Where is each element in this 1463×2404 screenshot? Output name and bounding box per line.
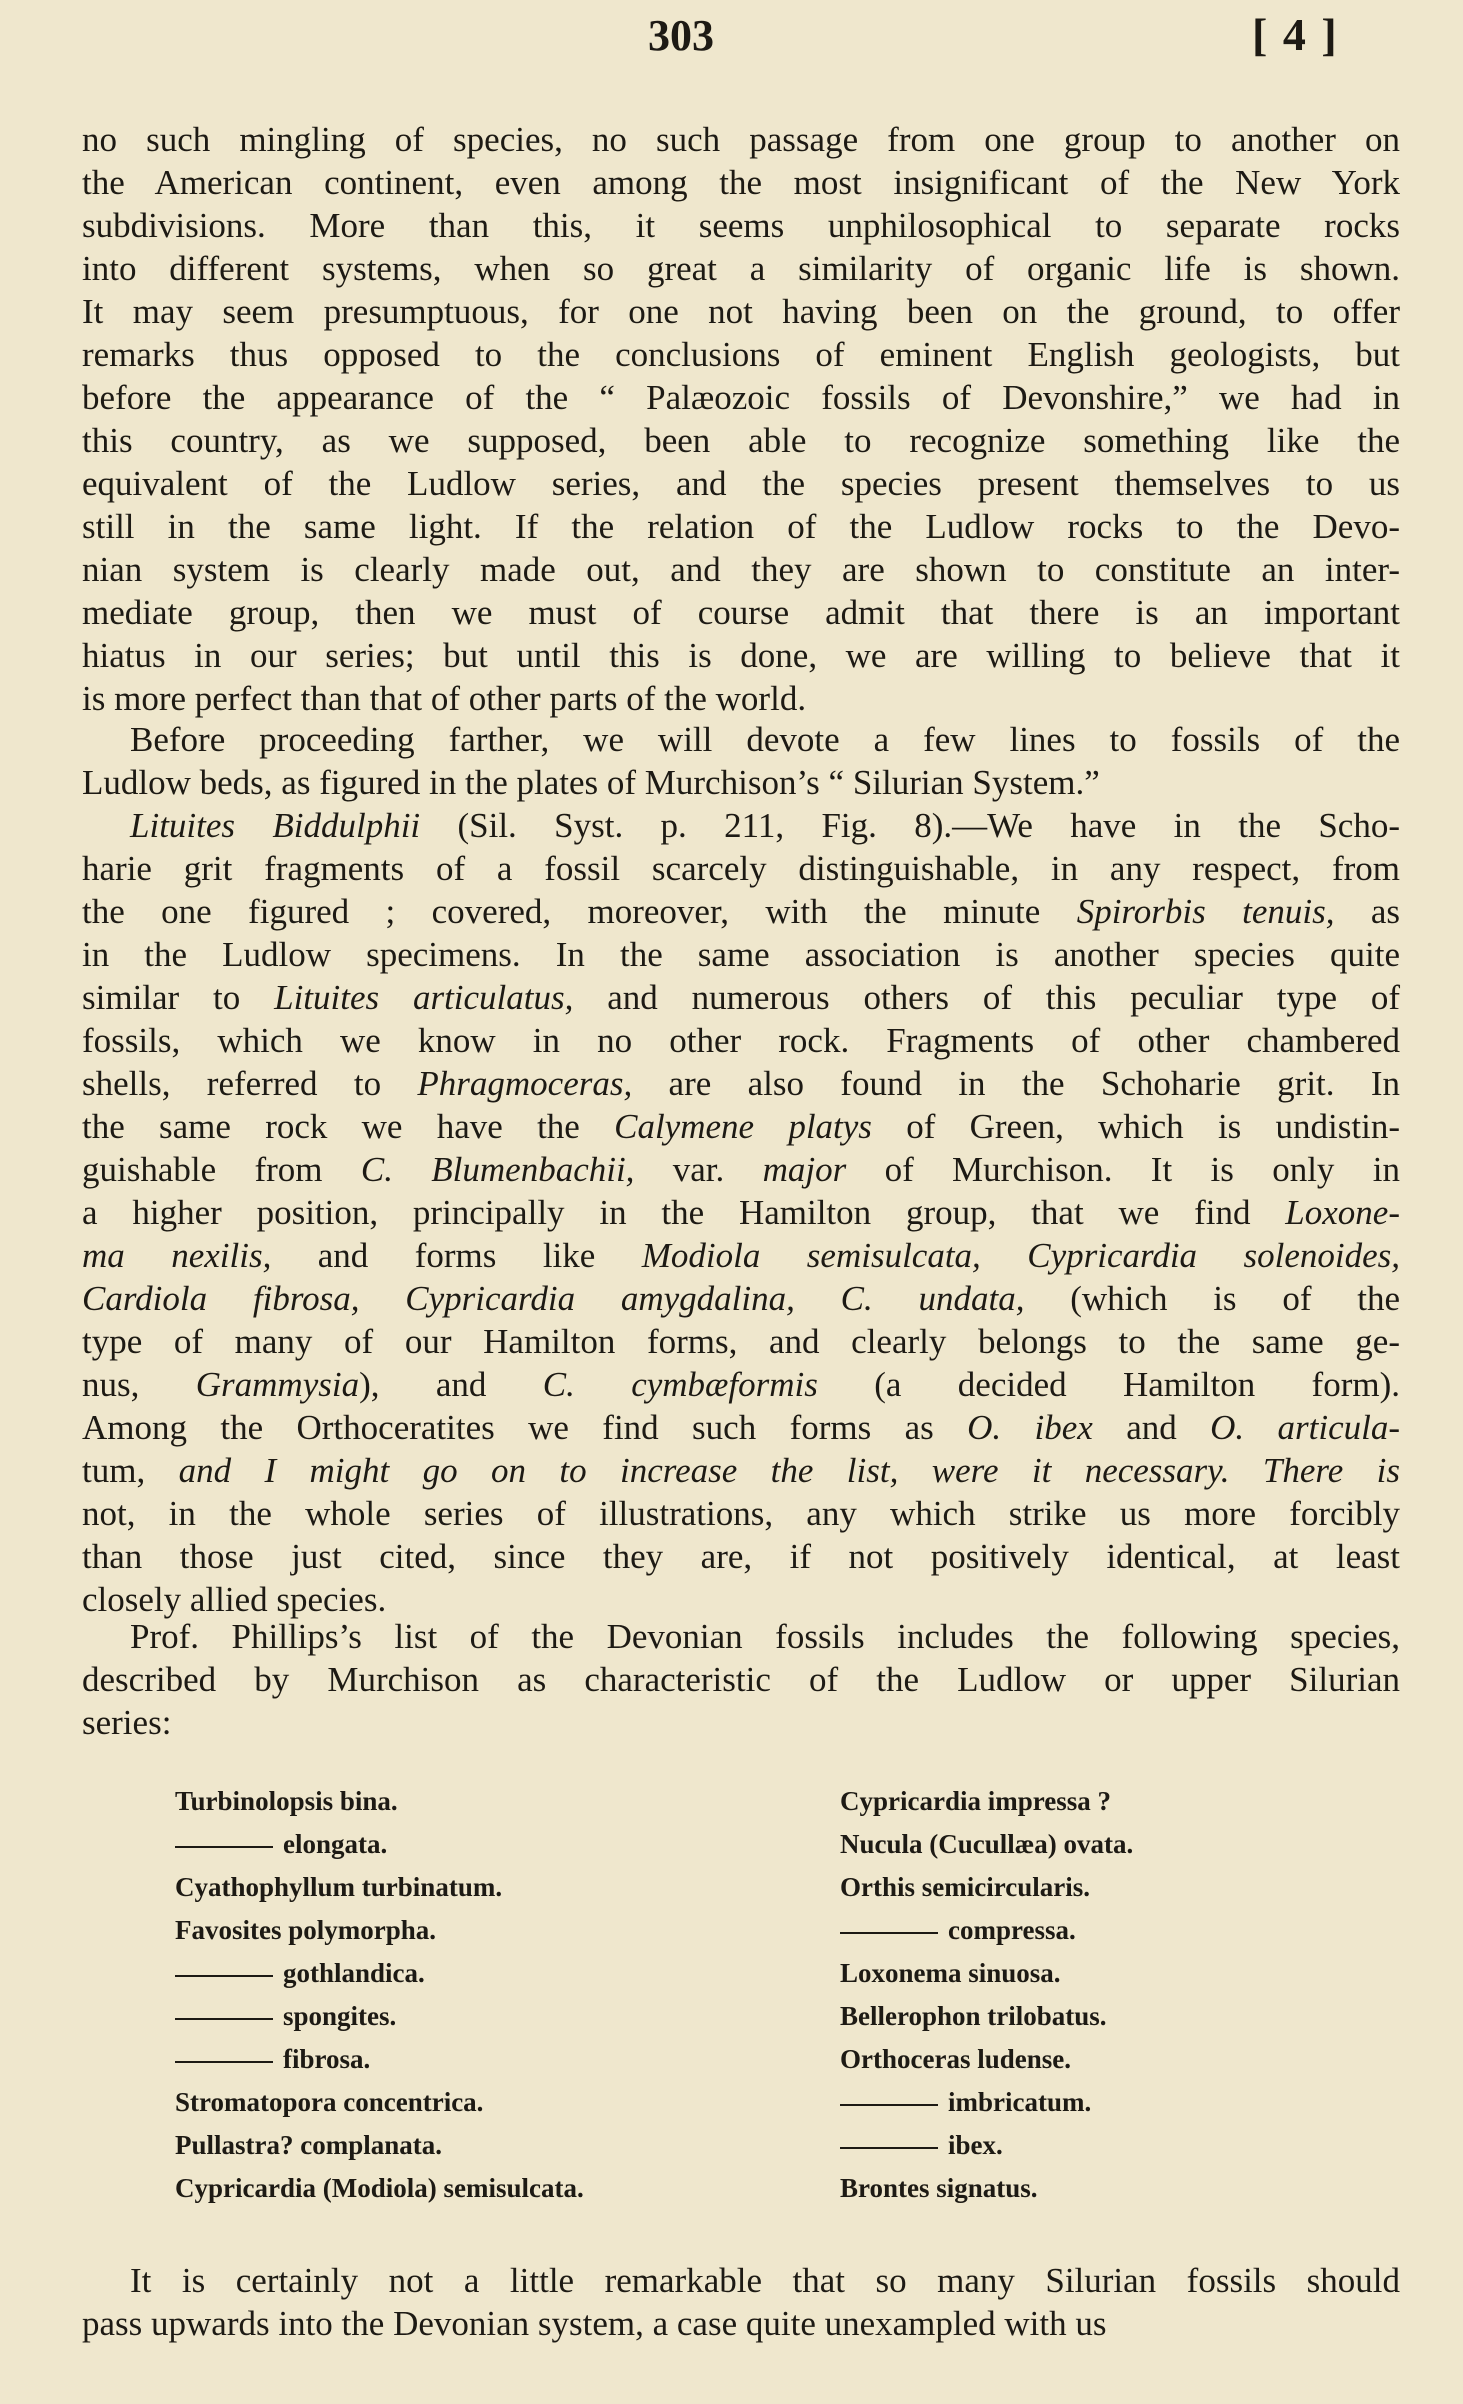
species-name: Cypricardia (Modiola) semisulcata. [175, 2173, 584, 2203]
text-line: into different systems, when so great a similarity of organic life is shown. [82, 249, 1400, 288]
species-name: compressa. [948, 1915, 1076, 1945]
text-line: pass upwards into the Devonian system, a case quite unexampled with us [82, 2304, 1107, 2343]
text-line: this country, as we supposed, been able to recognize something like the [82, 421, 1400, 460]
species-entry [840, 1780, 1133, 1823]
text-run: in the Ludlow specimens. In the same association is another species quite [82, 935, 1400, 974]
text-run: of Murchison. It is only in [846, 1150, 1400, 1189]
text-run: than those just cited, since they are, if not positively identical, at least [82, 1537, 1400, 1576]
species-name-italic: major [762, 1150, 847, 1189]
text-line [82, 1148, 1400, 1191]
species-name: Pullastra? complanata. [175, 2130, 442, 2160]
signature-mark: [ 4 ] [1252, 9, 1339, 60]
text-run: and forms like [271, 1236, 642, 1275]
species-name-italic: Phragmoceras, [417, 1064, 633, 1103]
species-name: Nucula (Cucullæa) ovata. [840, 1829, 1134, 1859]
species-name: Orthoceras ludense. [840, 2044, 1071, 2074]
text-run: closely allied species. [82, 1580, 387, 1619]
species-name: Cypricardia impressa ? [840, 1786, 1111, 1816]
text-line [82, 1406, 1400, 1449]
species-name: imbricatum. [948, 2087, 1092, 2117]
species-name-italic: Modiola semisulcata, Cypricardia solenoides, [641, 1236, 1400, 1275]
text-run: ), and [359, 1365, 543, 1404]
text-line [82, 1492, 1400, 1535]
paragraph-1 [82, 118, 1400, 720]
text-line: It is certainly not a little remarkable that so many Silurian fossils should [130, 2261, 1400, 2300]
text-run: nus, [82, 1365, 196, 1404]
species-entry [840, 2124, 1133, 2167]
species-entry [840, 1909, 1133, 1952]
species-list-left [175, 1780, 584, 2210]
species-name: gothlandica. [283, 1958, 425, 1988]
species-name-italic: C. Blumenbachii, [360, 1150, 635, 1189]
text-run: Among the Orthoceratites we find such forms as [82, 1408, 968, 1447]
species-name-italic: Calymene platys [614, 1107, 872, 1146]
text-line [82, 1062, 1400, 1105]
text-line: Ludlow beds, as figured in the plates of Murchison’s “ Silurian System.” [82, 763, 1100, 802]
text-run: fossils, which we know in no other rock. Fragments of other chambered [82, 1021, 1400, 1060]
text-run: the same rock we have the [82, 1107, 615, 1146]
text-run: type of many of our Hamilton forms, and clearly belongs to the same ge- [82, 1322, 1400, 1361]
paragraph-3 [82, 804, 1400, 1621]
species-entry [175, 1952, 584, 1995]
text-run: similar to [82, 978, 275, 1017]
text-run: as [1334, 892, 1400, 931]
species-name-italic: Loxone- [1285, 1193, 1400, 1232]
species-name: elongata. [283, 1829, 388, 1859]
species-entry [840, 1995, 1133, 2038]
species-name: spongites. [283, 2001, 397, 2031]
species-name-italic: O. ibex [967, 1408, 1093, 1447]
text-line: mediate group, then we must of course admit that there is an important [82, 593, 1400, 632]
species-name-italic: Lituites articulatus, [274, 978, 574, 1017]
text-line [82, 1191, 1400, 1234]
text-line [82, 1277, 1400, 1320]
species-name: Turbinolopsis bina. [175, 1786, 398, 1816]
text-line [82, 804, 1400, 847]
species-entry [840, 1952, 1133, 1995]
species-entry [175, 1866, 584, 1909]
ditto-dash [175, 2061, 273, 2063]
paragraph-2 [82, 718, 1400, 804]
text-line: still in the same light. If the relation of the Ludlow rocks to the Devo- [82, 507, 1400, 546]
text-run: (a decided Hamilton form). [817, 1365, 1401, 1404]
text-line [82, 1105, 1400, 1148]
ditto-dash [175, 2018, 273, 2020]
text-run: shells, referred to [82, 1064, 418, 1103]
text-run: (Sil. Syst. p. 211, Fig. 8).—We have in the Scho- [420, 806, 1400, 845]
text-line [82, 1363, 1400, 1406]
text-run: (which is of the [1024, 1279, 1401, 1318]
species-entry [840, 2167, 1133, 2210]
text-line: before the appearance of the “ Palæozoic fossils of Devonshire,” we had in [82, 378, 1400, 417]
species-name-italic: Spirorbis tenuis, [1076, 892, 1335, 931]
text-line [82, 1449, 1400, 1492]
text-line: the American continent, even among the most insignificant of the New York [82, 163, 1400, 202]
species-name: fibrosa. [283, 2044, 371, 2074]
species-name-italic: Grammysia [195, 1365, 360, 1404]
paragraph-4 [82, 1615, 1400, 1744]
text-line: described by Murchison as characteristic of the Ludlow or upper Silurian [82, 1660, 1400, 1699]
text-line [82, 1019, 1400, 1062]
text-run: harie grit fragments of a fossil scarcely distinguishable, in any respect, from [82, 849, 1400, 888]
text-line: It may seem presumptuous, for one not having been on the ground, to offer [82, 292, 1400, 331]
text-run: and [1092, 1408, 1211, 1447]
species-name-italic: O. articula- [1210, 1408, 1400, 1447]
text-line [82, 976, 1400, 1019]
ditto-dash [175, 1975, 273, 1977]
species-name: Loxonema sinuosa. [840, 1958, 1061, 1988]
text-line [82, 1535, 1400, 1578]
text-line: remarks thus opposed to the conclusions of eminent English geologists, but [82, 335, 1400, 374]
species-name: Favosites polymorpha. [175, 1915, 437, 1945]
species-name: Cyathophyllum turbinatum. [175, 1872, 503, 1902]
species-name: Orthis semicircularis. [840, 1872, 1090, 1902]
species-entry [175, 2038, 584, 2081]
ditto-dash [840, 1932, 938, 1934]
text-run: a higher position, principally in the Hamilton group, that we find [82, 1193, 1286, 1232]
text-line [82, 847, 1400, 890]
species-entry [840, 1866, 1133, 1909]
text-line: Prof. Phillips’s list of the Devonian fossils includes the following species, [130, 1617, 1400, 1656]
species-name-italic: C. cymbæformis [542, 1365, 818, 1404]
text-run: and numerous others of this peculiar type of [573, 978, 1400, 1017]
text-line [82, 1234, 1400, 1277]
species-entry [175, 1909, 584, 1952]
ditto-dash [840, 2147, 938, 2149]
species-name: ibex. [948, 2130, 1003, 2160]
species-entry [175, 1780, 584, 1823]
paragraph-5 [82, 2259, 1400, 2345]
species-entry [175, 1995, 584, 2038]
species-entry [175, 2081, 584, 2124]
species-entry [840, 1823, 1133, 1866]
text-line: nian system is clearly made out, and they are shown to constitute an inter- [82, 550, 1400, 589]
species-list-right [840, 1780, 1133, 2210]
text-line [82, 890, 1400, 933]
species-entry [175, 2167, 584, 2210]
text-line: is more perfect than that of other parts of the world. [82, 679, 807, 718]
text-line: series: [82, 1703, 172, 1742]
text-line [82, 933, 1400, 976]
species-name-italic: and I might go on to increase the list, were it necessary. There is [145, 1451, 1400, 1490]
text-run: tum, [82, 1451, 146, 1490]
species-name: Stromatopora concentrica. [175, 2087, 484, 2117]
text-line: hiatus in our series; but until this is done, we are willing to believe that it [82, 636, 1400, 675]
text-line: equivalent of the Ludlow series, and the species present themselves to us [82, 464, 1400, 503]
text-line: no such mingling of species, no such passage from one group to another on [82, 120, 1400, 159]
species-entry [175, 2124, 584, 2167]
text-run: of Green, which is undistin- [871, 1107, 1400, 1146]
text-run: not, in the whole series of illustrations, any which strike us more forcibly [82, 1494, 1400, 1533]
text-run: guishable from [82, 1150, 361, 1189]
species-name-italic: Cardiola fibrosa, Cypricardia amygdalina, C. undata, [82, 1279, 1025, 1318]
species-entry [840, 2038, 1133, 2081]
species-entry [175, 1823, 584, 1866]
species-name-italic: ma nexilis, [82, 1236, 272, 1275]
text-line [82, 1320, 1400, 1363]
text-run: the one figured ; covered, moreover, with the minute [82, 892, 1077, 931]
species-name-italic: Lituites Biddulphii [130, 806, 421, 845]
page-header [0, 0, 1463, 80]
ditto-dash [840, 2104, 938, 2106]
species-name: Bellerophon trilobatus. [840, 2001, 1107, 2031]
text-run: are also found in the Schoharie grit. In [632, 1064, 1400, 1103]
species-name: Brontes signatus. [840, 2173, 1038, 2203]
page-number: 303 [648, 11, 714, 60]
ditto-dash [175, 1846, 273, 1848]
text-run: var. [634, 1150, 763, 1189]
text-line: subdivisions. More than this, it seems unphilosophical to separate rocks [82, 206, 1400, 245]
text-line: Before proceeding farther, we will devote a few lines to fossils of the [130, 720, 1400, 759]
species-entry [840, 2081, 1133, 2124]
